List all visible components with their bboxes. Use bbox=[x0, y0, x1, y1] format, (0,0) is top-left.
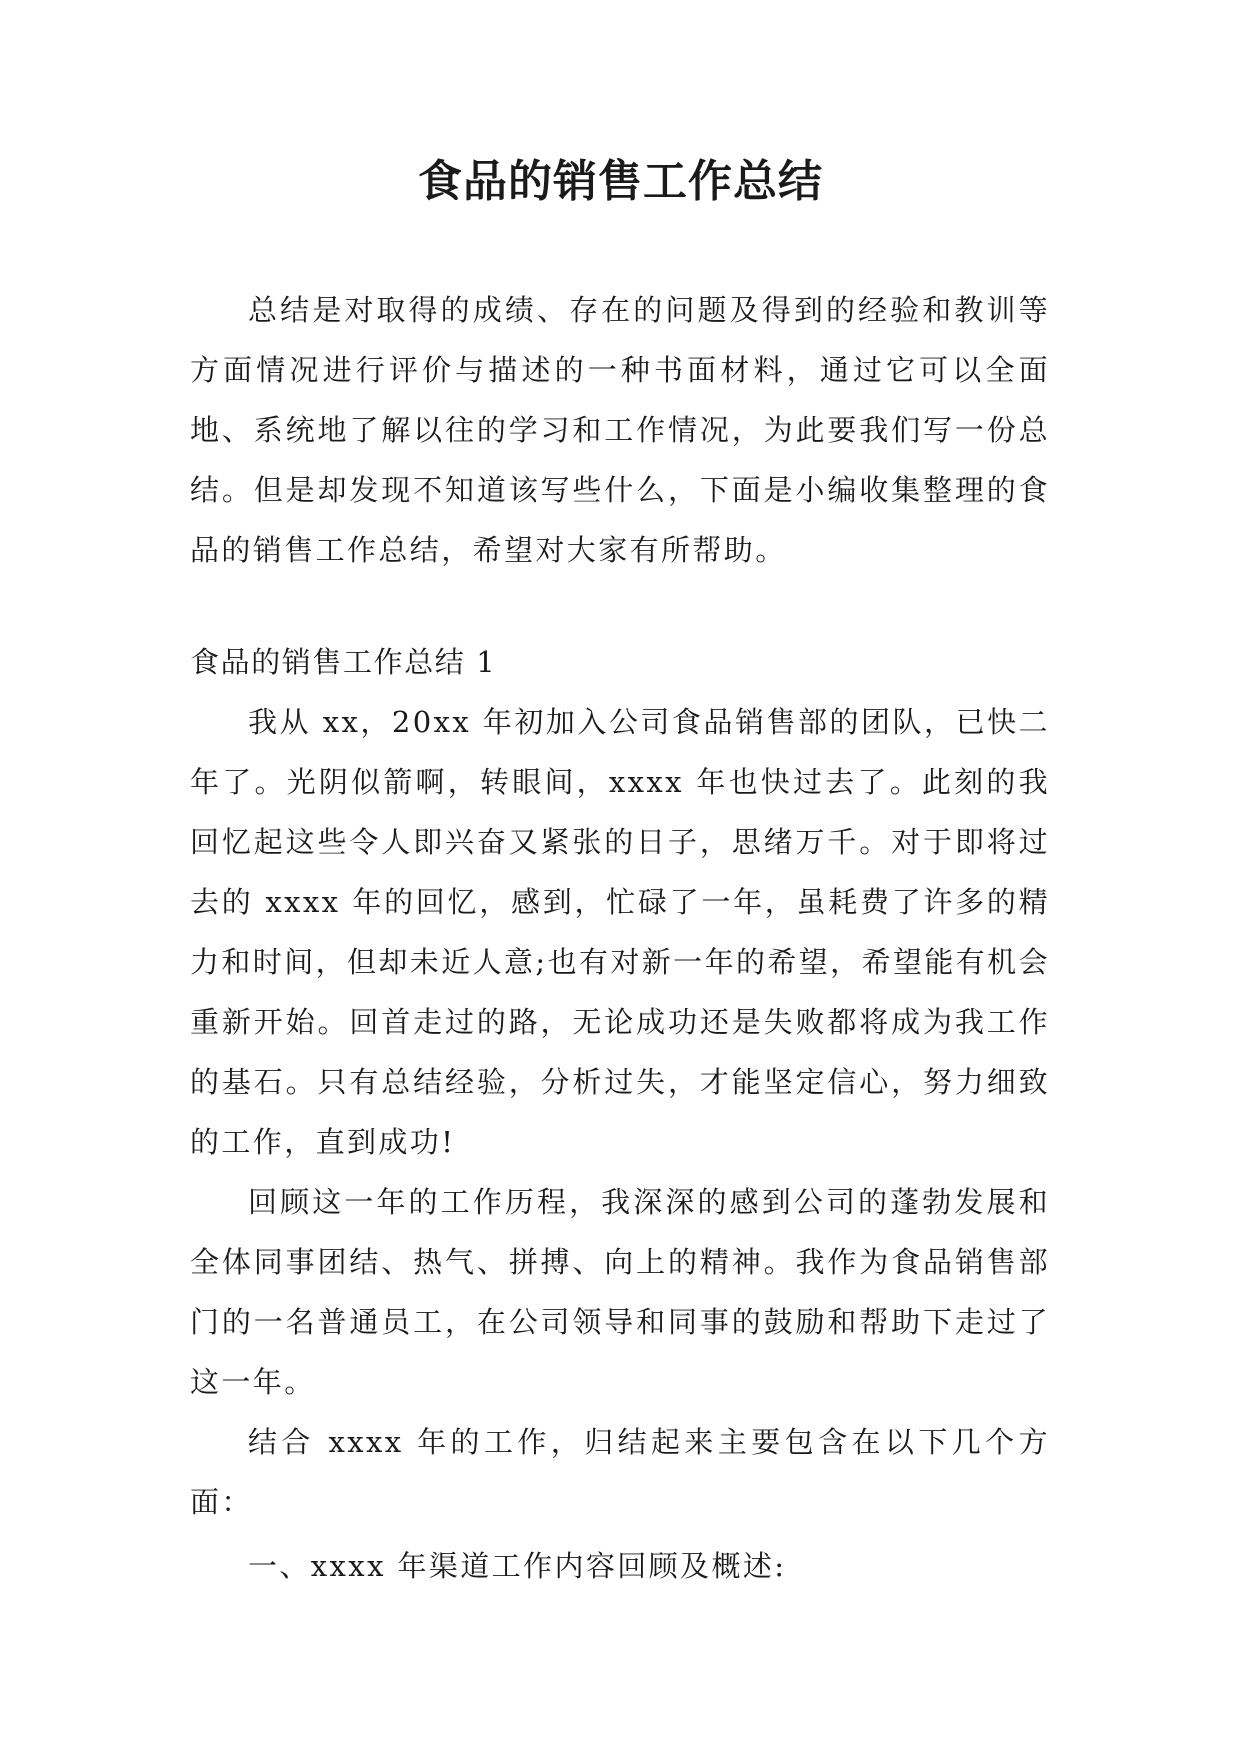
intro-paragraph: 总结是对取得的成绩、存在的问题及得到的经验和教训等方面情况进行评价与描述的一种书面材料，通过它可以全面地、系统地了解以往的学习和工作情况，为此要我们写一份总结。但是却发现不知道该写些什么，下面是小编收集整理的食品的销售工作总结，希望对大家有所帮助。 bbox=[190, 293, 1050, 567]
subsection-heading: 一、xxxx 年渠道工作内容回顾及概述: bbox=[248, 1549, 787, 1583]
document-body bbox=[190, 280, 1050, 1596]
body-paragraph-2: 回顾这一年的工作历程，我深深的感到公司的蓬勃发展和全体同事团结、热气、拼搏、向上的精神。我作为食品销售部门的一名普通员工，在公司领导和同事的鼓励和帮助下走过了这一年。 bbox=[190, 1185, 1050, 1399]
body-paragraph-1: 我从 xx，20xx 年初加入公司食品销售部的团队，已快二年了。光阴似箭啊，转眼间，xxxx 年也快过去了。此刻的我回忆起这些令人即兴奋又紧张的日子，思绪万千。对于即将过去的 xxxx 年的回忆，感到，忙碌了一年，虽耗费了许多的精力和时间，但却未近人意;也有对新一年的希望，希望能有机会重新开始。回首走过的路，无论成功还是失败都将成为我工作的基石。只有总结经验，分析过失，才能坚定信心，努力细致的工作，直到成功! bbox=[190, 705, 1050, 1159]
body-paragraph-3: 结合 xxxx 年的工作，归结起来主要包含在以下几个方面： bbox=[190, 1425, 1050, 1519]
section-heading: 食品的销售工作总结 1 bbox=[190, 645, 497, 679]
document-title: 食品的销售工作总结 bbox=[418, 156, 823, 207]
